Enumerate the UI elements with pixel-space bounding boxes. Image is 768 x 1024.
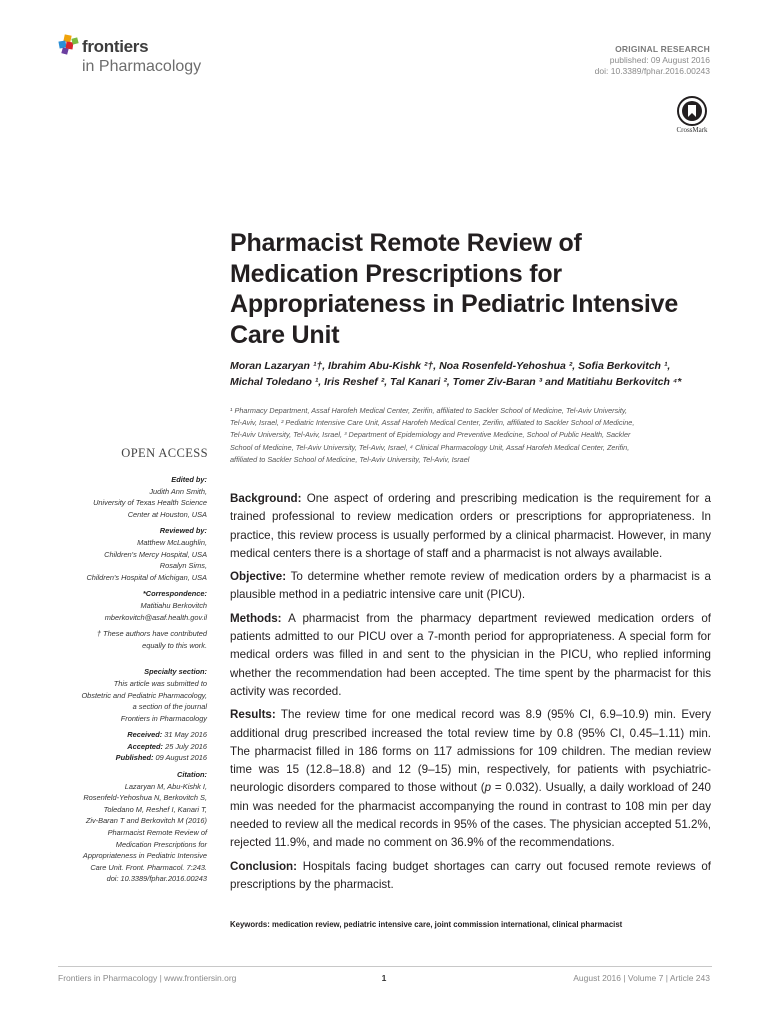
abstract-results <box>230 706 711 852</box>
citation-line: Lazaryan M, Abu-Kishk I, <box>124 781 207 791</box>
methods-text: A pharmacist from the pharmacy department reviewed medication orders of patients admitted to our PICU over a 7-month period for appropriateness. A special form for medical orders was filled in and sent to the physician in the PICU, who replied informing whether the recommendation had been accepted. The time spent by the pharmacist for this activity was recorded. <box>230 611 711 698</box>
citation-line: Ziv-Baran T and Berkovitch M (2016) <box>85 816 207 826</box>
article-title: Pharmacist Remote Review of Medication Prescriptions for Appropriateness in Pediatric Intensive Care Unit <box>230 229 679 349</box>
edited-by-heading: Edited by: <box>171 475 207 484</box>
affiliation-line: ¹ Pharmacy Department, Assaf Harofeh Medical Center, Zerifin, affiliated to Sackler School of Medicine, Tel-Aviv University, <box>230 406 628 415</box>
conclusion-label: Conclusion: <box>230 859 297 873</box>
correspondence-heading: *Correspondence: <box>142 589 207 599</box>
specialty-line: a section of the journal <box>132 702 207 712</box>
accepted-label: Accepted: <box>127 741 164 751</box>
correspondence-name: Matitiahu Berkovitch <box>140 600 207 610</box>
conclusion-text: Hospitals facing budget shortages can carry out focused remote reviews of prescriptions by the pharmacist. <box>230 859 711 891</box>
background-text: One aspect of ordering and prescribing medication is the requirement for a trained professional to review medication orders or prescriptions for appropriateness. In practice, this review process is usually performed by a clinical pharmacist. However, in many medical centers there is a shortage of staff and a pharmacist is not always available. <box>230 492 711 560</box>
citation-line: Care Unit. Front. Pharmacol. 7:243. <box>90 862 207 872</box>
affiliation-line: Tel-Aviv University, Tel-Aviv, Israel, ³ Department of Epidemiology and Preventive Medicine, School of Public Health, Sackler <box>230 430 631 440</box>
abstract-background <box>230 490 711 563</box>
author-line: Moran Lazaryan ¹†, Ibrahim Abu-Kishk ²†, Noa Rosenfeld-Yehoshua ², Sofia Berkovitch ¹, <box>230 360 671 372</box>
author-list <box>230 359 712 390</box>
objective-label: Objective: <box>230 570 287 584</box>
specialty-line: This article was submitted to <box>113 678 207 688</box>
citation-heading: Citation: <box>177 770 207 780</box>
citation-doi-link[interactable]: doi: 10.3389/fphar.2016.00243 <box>106 874 207 884</box>
accepted-date-row <box>52 741 207 753</box>
footer-journal-link[interactable]: Frontiers in Pharmacology | www.frontiersin.org <box>58 973 237 983</box>
abstract-methods <box>230 610 711 701</box>
affiliation-line: Tel-Aviv, Israel, ² Pediatric Intensive Care Unit, Assaf Harofeh Medical Center, Zerifin, affiliated to Sackler School of Medicine, <box>230 418 635 428</box>
article-meta <box>595 44 710 77</box>
objective-text: To determine whether remote review of medication orders by a pharmacist is a plausible method in a pediatric intensive care unit (PICU). <box>230 570 711 602</box>
journal-logo[interactable] <box>58 34 228 82</box>
p-value-symbol: p <box>484 781 492 795</box>
open-access-label: OPEN ACCESS <box>121 446 208 460</box>
background-label: Background: <box>230 492 302 505</box>
results-label: Results: <box>230 708 276 722</box>
abstract-conclusion <box>230 858 711 895</box>
keywords: Keywords: medication review, pediatric intensive care, joint commission international, clinical pharmacist <box>230 920 623 929</box>
abstract <box>230 490 711 899</box>
specialty-line: Obstetric and Pediatric Pharmacology, <box>81 690 207 700</box>
editor-line: Judith Ann Smith, <box>149 486 207 496</box>
footer-divider <box>58 966 712 967</box>
reviewed-by-heading: Reviewed by: <box>159 526 207 536</box>
reviewer-line: Children's Hospital of Michigan, USA <box>86 572 207 582</box>
specialty-heading: Specialty section: <box>144 667 207 677</box>
received-label: Received: <box>127 730 163 740</box>
editor-line: University of Texas Health Science <box>93 498 207 508</box>
citation-line: Rosenfeld-Yehoshua N, Berkovitch S, <box>83 793 207 803</box>
frontiers-logo-icon <box>58 34 80 56</box>
reviewer-line: Matthew McLaughlin, <box>137 537 207 547</box>
published-date-row <box>52 752 207 764</box>
results-text: The review time for one medical record was 8.9 (95% CI, 6.9–10.9) min. Every additional drug prescribed increased the total review time by 0.8 (95% CI, 0.45–1.11) min. The pharmacist filled in 186 forms on 117 admissions for 109 children. The median review time was 15 (12.8–18.8) and 12 (9–15) min, respectively, for patients with psychiatric-neurologic disorders compared to those without ( <box>230 708 711 795</box>
accepted-date: 25 July 2016 <box>165 741 207 751</box>
received-date-row <box>52 729 207 741</box>
article-sidebar <box>52 474 207 885</box>
published-date: published: 09 August 2016 <box>609 55 710 65</box>
published-date-value: 09 August 2016 <box>155 753 207 763</box>
crossmark-label: CrossMark <box>676 126 708 134</box>
methods-label: Methods: <box>230 611 282 625</box>
correspondence-email-link[interactable]: mberkovitch@asaf.health.gov.il <box>104 612 207 622</box>
affiliation-line: affiliated to Sackler School of Medicine, Tel-Aviv University, Tel-Aviv, Israel <box>230 454 470 464</box>
affiliation-line: School of Medicine, Tel-Aviv University, Tel-Aviv, Israel, ⁴ Clinical Pharmacology Unit, Assaf Harofeh Medical Center, Zerifin, <box>230 442 630 452</box>
received-date: 31 May 2016 <box>164 730 207 740</box>
reviewer-line: Rosalyn Sims, <box>159 561 207 571</box>
doi-link[interactable]: doi: 10.3389/fphar.2016.00243 <box>594 66 710 76</box>
citation-line: Medication Prescriptions for <box>115 839 207 849</box>
abstract-objective <box>230 568 711 605</box>
article-type: ORIGINAL RESEARCH <box>615 44 710 54</box>
reviewer-line: Children's Mercy Hospital, USA <box>104 549 207 559</box>
footer-issue-info: August 2016 | Volume 7 | Article 243 <box>573 973 710 983</box>
logo-brand: frontiers <box>82 37 149 56</box>
logo-journal-name: in Pharmacology <box>82 58 202 75</box>
crossmark-icon <box>677 96 707 126</box>
results-text-continued: = 0.032). Usually, a daily workload of 240 min was needed for the pharmacist accompanying the round in contrast to 108 min per day needed to review all the medical records in 95% of the cases. The physician accepted 51.2%, rejected 11.9%, and made no comment on 36.9% of the recommendations. <box>230 781 711 850</box>
equal-contribution-note: equally to this work. <box>142 640 207 650</box>
specialty-line: Frontiers in Pharmacology <box>120 713 207 723</box>
affiliations <box>230 405 712 466</box>
equal-contribution-note: † These authors have contributed <box>96 629 207 639</box>
citation-line: Pharmacist Remote Review of <box>107 828 207 838</box>
author-line: Michal Toledano ¹, Iris Reshef ², Tal Kanari ², Tomer Ziv-Baran ³ and Matitiahu Berkovitch ⁴* <box>230 375 682 388</box>
citation-line: Toledano M, Reshef I, Kanari T, <box>103 804 207 814</box>
page-number: 1 <box>381 973 387 983</box>
crossmark-badge[interactable] <box>672 96 712 136</box>
citation-line: Appropriateness in Pediatric Intensive <box>82 851 207 861</box>
editor-line: Center at Houston, USA <box>127 509 207 519</box>
published-label: Published: <box>115 753 154 763</box>
